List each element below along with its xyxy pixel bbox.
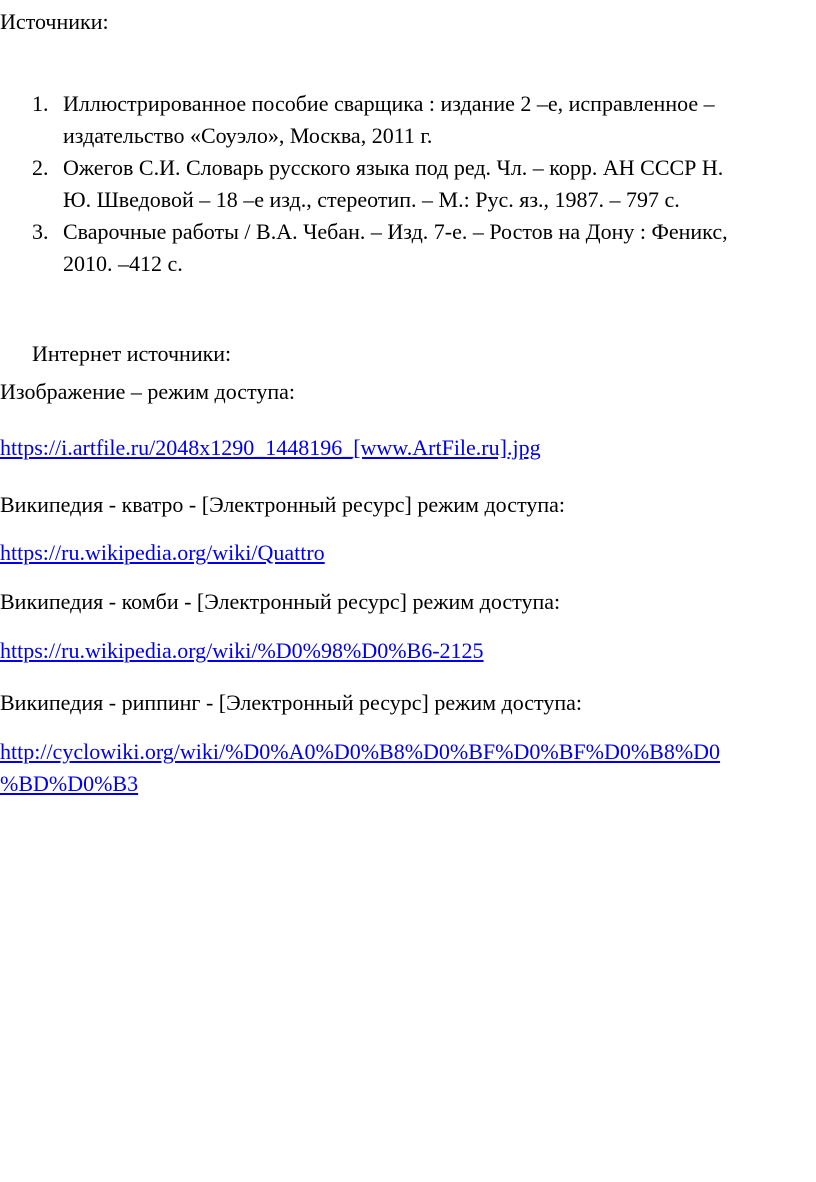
entry-3-url-line [0, 638, 484, 664]
source-1-line-1: Иллюстрированное пособие сварщика : издание 2 –е, исправленное – [63, 91, 715, 116]
entry-1-url-line [0, 435, 541, 461]
entry-3-link[interactable]: https://ru.wikipedia.org/wiki/%D0%98%D0%B6-2125 [0, 638, 484, 663]
entry-2-url-line [0, 540, 325, 566]
source-2-line-1: Ожегов С.И. Словарь русского языка под ред. Чл. – корр. АН СССР Н. [63, 155, 724, 180]
entry-1-label: Изображение – режим доступа: [0, 379, 296, 404]
source-3-line-2: 2010. –412 с. [63, 251, 183, 276]
source-2-line-2: Ю. Шведовой – 18 –е изд., стереотип. – М.: Рус. яз., 1987. – 797 с. [63, 187, 680, 212]
entry-3-label: Википедия - комби - [Электронный ресурс] режим доступа: [0, 589, 561, 614]
entry-2-label: Википедия - кватро - [Электронный ресурс] режим доступа: [0, 492, 565, 517]
entry-1-link[interactable]: https://i.artfile.ru/2048x1290_1448196_[www.ArtFile.ru].jpg [0, 435, 541, 460]
source-1-number: 1. [32, 91, 49, 116]
source-3-number: 3. [32, 219, 49, 244]
source-3-line-1: Сварочные работы / В.А. Чебан. – Изд. 7-е. – Ростов на Дону : Феникс, [63, 219, 728, 244]
source-1-line-2: издательство «Соуэло», Москва, 2011 г. [63, 123, 433, 148]
entry-4-label: Википедия - риппинг - [Электронный ресурс] режим доступа: [0, 690, 582, 715]
internet-sources-heading: Интернет источники: [32, 341, 232, 366]
sources-heading: Источники: [0, 9, 109, 34]
entry-4-url-line-2 [0, 771, 138, 797]
source-2-number: 2. [32, 155, 49, 180]
entry-2-link[interactable]: https://ru.wikipedia.org/wiki/Quattro [0, 540, 325, 565]
entry-4-link-part-2[interactable]: %BD%D0%B3 [0, 771, 139, 796]
entry-4-url-line-1 [0, 739, 720, 765]
entry-4-link-part-1[interactable]: http://cyclowiki.org/wiki/%D0%A0%D0%B8%D0%BF%D0%BF%D0%B8%D0 [0, 739, 721, 764]
